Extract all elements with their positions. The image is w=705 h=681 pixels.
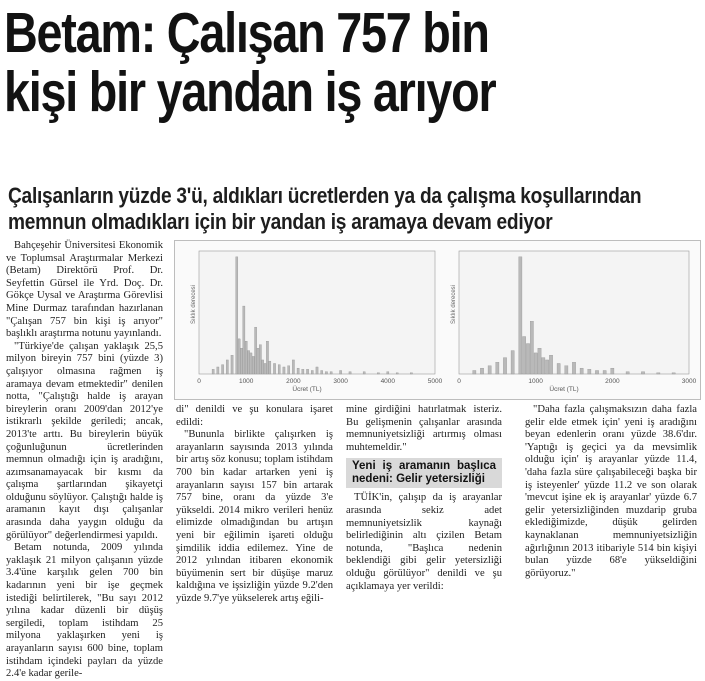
x-tick-label: 1000 — [238, 378, 254, 385]
histogram-bar — [542, 358, 545, 374]
paragraph: "Türkiye'de çalışan yaklaşık 25,5 milyon bireyin 757 bini (yüzde 3) çalışıyor olmasına rağmen iş aramaya devam etmektedir" denilen notta, "Çalıştığı halde iş arayan bireylerin oranı 2009'dan 2012'ye istikrarlı şekilde geriledi; ancak, 2013'te arttı. Bu bireylerin büyük çoğunluğunun ücretlerinden memnun olmadığı için iş aradığını, azımsanamayacak bir kısmı da çalışma şartlarından şikayetçi olduğunu söylüyor. Çalıştığı halde iş aramanın kayıt dışı çalışanlar arasında daha yaygın olduğu da görülüyor" değerlendirmesi yapıldı. — [6, 340, 163, 541]
x-tick-label: 0 — [197, 378, 201, 385]
histogram-bar — [580, 368, 583, 374]
histogram-charts-panel — [174, 240, 701, 400]
histogram-bar — [534, 353, 537, 374]
histogram-bar — [503, 358, 506, 374]
histogram-svg-2 — [437, 241, 699, 399]
histogram-bar — [530, 321, 533, 374]
x-tick-label: 2000 — [286, 378, 301, 385]
histogram-bar — [231, 355, 233, 374]
histogram-bar — [611, 368, 614, 374]
histogram-bar — [603, 370, 606, 374]
histogram-bar — [316, 367, 318, 374]
histogram-bar — [217, 367, 219, 374]
histogram-bar — [259, 345, 261, 374]
histogram-bar — [245, 341, 247, 374]
histogram-bar — [288, 366, 290, 374]
histogram-bar — [480, 368, 483, 374]
histogram-bar — [523, 337, 526, 374]
histogram-bar — [255, 327, 257, 374]
histogram-bar — [387, 372, 389, 374]
histogram-bar — [410, 373, 412, 374]
x-tick-label: 5000 — [427, 378, 443, 385]
x-tick-label: 0 — [457, 378, 461, 385]
subheadline-line-2: memnun olmadıkları için bir yandan iş aramaya devam ediyor — [8, 209, 553, 234]
x-tick-label: 3000 — [681, 378, 697, 385]
histogram-bar — [212, 369, 214, 374]
paragraph: Betam notunda, 2009 yılında yaklaşık 21 milyon çalışanın yüzde 3.4'üne karşılık gelen 700 bin kadarının yeni bir işe geçmek istediği belirtilerek, "Bu sayı 2012 yılına kadar düzenli bir düşüş sergiledi, toplam istihdam 25 milyona yaklaşırken yeni iş arayanların sayısı 600 bine, toplam istihdam içindeki payları da yüzde 2.4'e kadar gerile- — [6, 542, 163, 680]
x-tick-label: 3000 — [333, 378, 348, 385]
histogram-bar — [657, 373, 660, 374]
histogram-bar — [283, 367, 285, 374]
histogram-bar — [511, 351, 514, 374]
histogram-bar — [565, 366, 568, 374]
plot-area — [199, 251, 435, 374]
histogram-bar — [226, 360, 228, 374]
article-column-1 — [6, 240, 163, 681]
paragraph: "Bununla birlikte çalışırken iş arayanların sayısında 2013 yılında bir artış söz konusu; toplam istihdam 700 bin kadar artarken yeni iş arayanların sayısı 157 bin artarak 757 bine, oranı da yüzde 3'e yükseldi. 2014 mikro verileri henüz elimizde olmadığından bu artışın yeni bir eğilimin işareti olduğu şimdilik iddia edilemez. Yine de 2012 yılından itibaren ekonomik büyümenin sert bir düşüşe maruz kaldığına ve işsizliğin yüzde 9.2'den yüzde 9.7'ye yükselerek artış eğili- — [176, 429, 333, 604]
histogram-bar — [311, 370, 313, 374]
y-axis-label: Sıklık derecesi — [451, 284, 457, 325]
crosshead: Yeni iş aramanın başlıca nedeni: Gelir yetersizliği — [346, 458, 502, 488]
x-tick-label: 1000 — [528, 378, 543, 385]
article-column-4 — [525, 404, 697, 580]
histogram-bar — [572, 362, 575, 374]
histogram-bar — [363, 372, 365, 374]
paragraph: Bahçeşehir Üniversitesi Ekonomik ve Toplumsal Araştırmalar Merkezi (Betam) Direktörü Prof. Dr. Seyfettin Gürsel ile Yrd. Doç. Dr. Gökçe Uysal ve Araştırma Görevlisi Mine Durmaz tarafından hazırlanan "Çalışan 757 bin kişi iş arıyor" başlıklı araştırma notunu yayınlandı. — [6, 240, 163, 340]
histogram-bar — [266, 341, 268, 374]
histogram-bar — [557, 363, 560, 374]
headline — [4, 1, 578, 124]
histogram-bar — [473, 370, 476, 374]
wage-histogram-chart-1 — [175, 241, 445, 399]
histogram-bar — [243, 306, 245, 374]
histogram-bar — [321, 370, 323, 374]
histogram-bar — [257, 348, 259, 374]
histogram-bar — [546, 360, 549, 374]
histogram-bar — [538, 348, 541, 374]
histogram-bar — [519, 257, 522, 374]
histogram-svg-1 — [175, 241, 445, 399]
histogram-bar — [222, 365, 224, 374]
histogram-bar — [588, 369, 591, 374]
histogram-bar — [240, 348, 242, 374]
histogram-bar — [340, 370, 342, 374]
plot-area — [459, 251, 689, 374]
paragraph: TÜİK'in, çalışıp da iş arayanlar arasında sekiz adet memnuniyetsizlik kaynağı belirlediğinin altı çizilen Betam notunda, "Başlıca nedenin beklendiği gibi gelir yetersizliği olduğu görülüyor" denildi ve şu açıklamaya yer verildi: — [346, 492, 502, 592]
histogram-bar — [595, 370, 598, 374]
x-axis-label: Ücret (TL) — [549, 386, 579, 393]
histogram-bar — [526, 344, 529, 374]
histogram-bar — [349, 372, 351, 374]
histogram-bar — [377, 373, 379, 374]
histogram-bar — [273, 363, 275, 374]
histogram-bar — [292, 360, 294, 374]
subheadline-line-1: Çalışanların yüzde 3'ü, aldıkları ücretlerden ya da çalışma koşullarından — [8, 183, 642, 208]
histogram-bar — [302, 369, 304, 374]
paragraph: mine girdiğini hatırlatmak isteriz. Bu gelişmenin çalışanlar arasında memnuniyetsizliği artırmış olması muhtemeldir." — [346, 404, 502, 453]
x-axis-label: Ücret (TL) — [292, 386, 322, 393]
article-column-3 — [346, 404, 502, 593]
histogram-bar — [297, 368, 299, 374]
x-tick-label: 4000 — [380, 378, 396, 385]
wage-histogram-chart-2 — [437, 241, 699, 399]
histogram-bar — [549, 355, 552, 374]
subheadline — [8, 183, 642, 235]
histogram-bar — [236, 257, 238, 374]
histogram-bar — [641, 372, 644, 374]
histogram-bar — [306, 369, 308, 374]
paragraph: di" denildi ve şu konulara işaret edildi: — [176, 404, 333, 428]
histogram-bar — [626, 372, 629, 374]
histogram-bar — [672, 373, 675, 374]
histogram-bar — [264, 363, 266, 374]
histogram-bar — [250, 353, 252, 374]
histogram-bar — [330, 372, 332, 374]
histogram-bar — [396, 373, 398, 374]
y-axis-label: Sıklık derecesi — [191, 284, 197, 325]
x-tick-label: 2000 — [605, 378, 620, 385]
histogram-bar — [247, 351, 249, 374]
histogram-bar — [238, 339, 240, 374]
histogram-bar — [488, 366, 491, 374]
headline-line-2: kişi bir yandan iş arıyor — [4, 60, 496, 124]
paragraph: "Daha fazla çalışmaksızın daha fazla gelir elde etmek için' yeni iş aradığını beyan edenlerin oranı yüzde 38.6'dır. 'Yaptığı iş geçici ya da mevsimlik olduğu için' iş arayanlar yüzde 11.4, 'daha fazla süre çalışabileceği başka bir iş isteyenler' yüzde 11.2 ve son olarak 'mevcut işine ek iş arayanlar' yüzde 6.7 gelir yetersizliğinden muzdarip gruba eklediğimizde, düşük gelirden kaynaklanan memnuniyetsizliğin ağırlığının 2013 itibariyle 514 bin kişiyi bulan yüzde 68'e yükseldiğini görüyoruz." — [525, 404, 697, 579]
histogram-bar — [325, 372, 327, 374]
histogram-bar — [278, 365, 280, 374]
histogram-bar — [262, 360, 264, 374]
histogram-bar — [252, 356, 254, 374]
histogram-bar — [269, 361, 271, 374]
histogram-bar — [496, 362, 499, 374]
headline-line-1: Betam: Çalışan 757 bin — [4, 1, 489, 65]
article-column-2 — [176, 404, 333, 606]
